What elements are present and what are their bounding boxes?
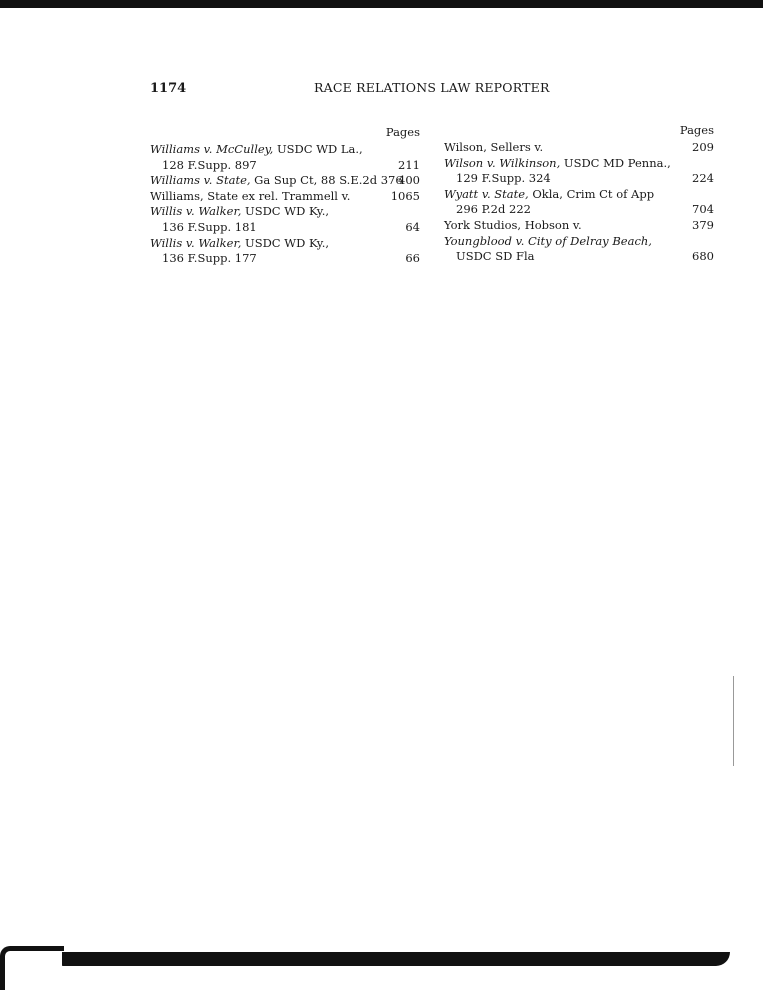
page-reference: 211 bbox=[398, 157, 420, 172]
page-reference: 224 bbox=[692, 171, 714, 186]
case-reporter-citation: 128 F.Supp. 897 bbox=[162, 157, 257, 172]
case-name-italic: Wyatt v. State, bbox=[444, 186, 529, 201]
case-title bbox=[150, 173, 403, 189]
case-title bbox=[444, 156, 672, 172]
case-name-italic: Willis v. Walker, bbox=[150, 204, 242, 219]
case-title bbox=[150, 189, 378, 205]
case-entry bbox=[150, 142, 420, 173]
case-reporter-citation: USDC SD Fla bbox=[456, 249, 535, 264]
case-title bbox=[444, 140, 672, 156]
page-reference: 66 bbox=[405, 251, 420, 266]
case-entry bbox=[444, 218, 714, 234]
case-reporter-citation: 136 F.Supp. 181 bbox=[162, 219, 257, 234]
case-title bbox=[444, 234, 672, 250]
case-citation: USDC WD Ky., bbox=[241, 204, 330, 219]
page-number: 1174 bbox=[150, 81, 187, 96]
case-citation: Okla, Crim Ct of App bbox=[528, 186, 655, 201]
case-entry bbox=[150, 204, 420, 235]
page-reference: 704 bbox=[692, 202, 714, 217]
case-name-italic: Willis v. Walker, bbox=[150, 235, 242, 250]
case-citation: Wilson, Sellers v. bbox=[444, 140, 544, 154]
page-reference: 1065 bbox=[390, 188, 420, 203]
case-entry bbox=[444, 156, 714, 187]
pages-label: Pages bbox=[385, 125, 420, 139]
case-citation: USDC WD Ky., bbox=[241, 235, 330, 250]
top-border-rule bbox=[0, 0, 763, 8]
case-entry bbox=[444, 234, 714, 265]
scan-margin-mark bbox=[733, 676, 734, 766]
case-reporter-citation: 296 P.2d 222 bbox=[456, 202, 531, 217]
case-entry bbox=[150, 236, 420, 267]
case-reporter-citation: 136 F.Supp. 177 bbox=[162, 251, 257, 266]
case-title bbox=[150, 236, 378, 252]
page-reference: 64 bbox=[405, 219, 420, 234]
page-reference: 209 bbox=[692, 140, 714, 154]
case-citation: USDC MD Penna., bbox=[560, 155, 671, 170]
case-title bbox=[150, 142, 378, 158]
page-reference: 379 bbox=[692, 217, 714, 232]
page-reference: 680 bbox=[692, 249, 714, 264]
case-entry bbox=[150, 173, 420, 189]
case-name-italic: Williams v. State, bbox=[150, 173, 251, 188]
case-citation: Ga Sup Ct, 88 S.E.2d 376 bbox=[250, 173, 403, 188]
case-citation: USDC WD La., bbox=[273, 142, 363, 156]
index-column-right bbox=[444, 123, 714, 265]
case-name-italic: Wilson v. Wilkinson, bbox=[444, 155, 561, 170]
pages-label: Pages bbox=[679, 123, 714, 137]
case-entry bbox=[444, 187, 714, 218]
case-title bbox=[444, 218, 672, 234]
bottom-left-corner-mark bbox=[0, 946, 64, 990]
case-name-italic: Williams v. McCulley, bbox=[150, 142, 274, 156]
case-title bbox=[150, 204, 378, 220]
case-reporter-citation: 129 F.Supp. 324 bbox=[456, 171, 551, 186]
case-title bbox=[444, 187, 672, 203]
case-entry bbox=[150, 189, 420, 205]
case-citation: York Studios, Hobson v. bbox=[444, 217, 582, 232]
case-citation: Williams, State ex rel. Trammell v. bbox=[150, 188, 351, 203]
index-column-left bbox=[150, 125, 420, 267]
bottom-border-bar bbox=[62, 952, 730, 966]
page-reference: 400 bbox=[398, 173, 420, 188]
running-head: RACE RELATIONS LAW REPORTER bbox=[314, 80, 550, 95]
case-name-italic: Youngblood v. City of Delray Beach, bbox=[444, 233, 652, 248]
case-entry bbox=[444, 140, 714, 156]
